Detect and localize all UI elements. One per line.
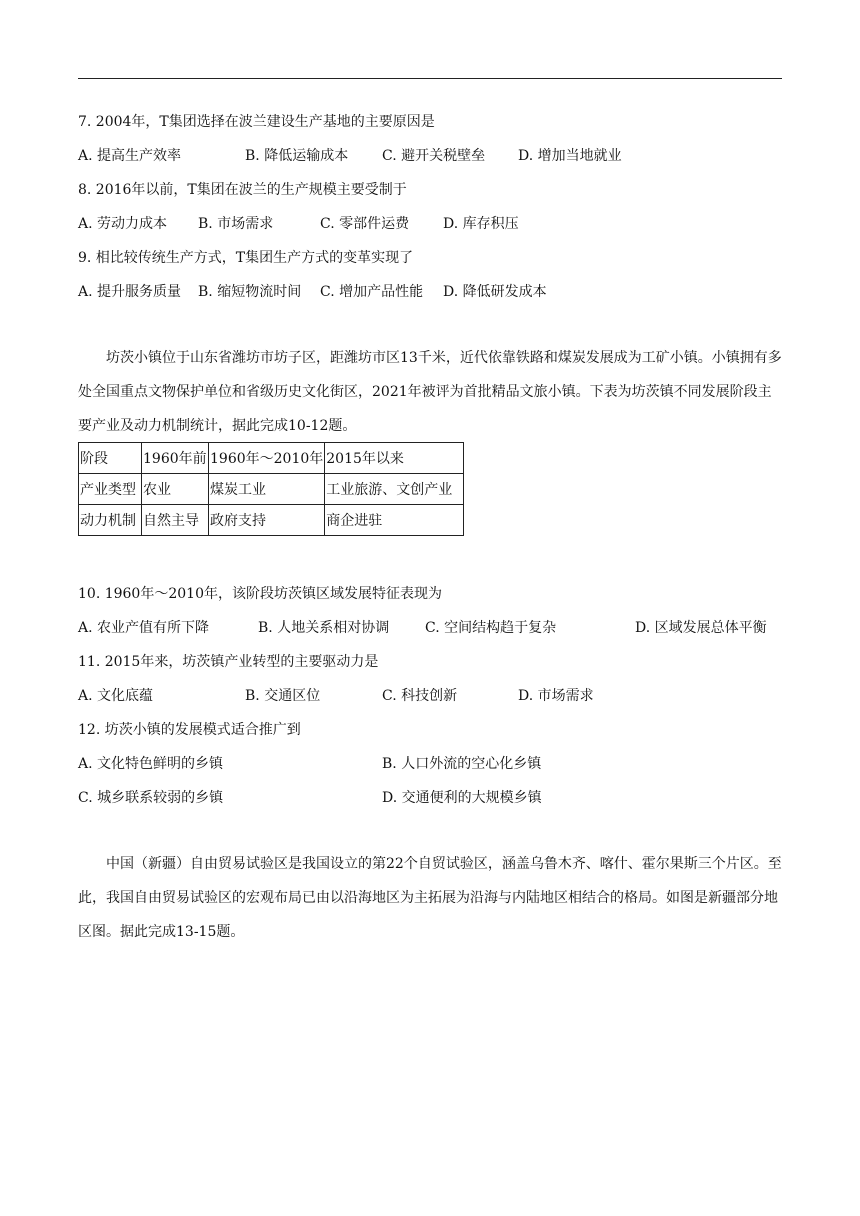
table-cell: 动力机制	[79, 505, 142, 536]
question-11-option-c: C. 科技创新	[382, 688, 458, 704]
table-cell: 商企进驻	[325, 505, 464, 536]
table-cell: 农业	[142, 474, 209, 505]
question-8-option-c: C. 零部件运费	[320, 216, 410, 232]
passage-xinjiang-text: 中国（新疆）自由贸易试验区是我国设立的第22个自贸试验区，涵盖乌鲁木齐、喀什、霍尔果斯三个片区。至此，我国自由贸易试验区的宏观布局已由以沿海地区为主拓展为沿海与内陆地区相结合的格局。如图是新疆部分地区图。据此完成13-15题。	[78, 856, 782, 940]
question-8-option-b: B. 市场需求	[198, 216, 274, 232]
question-9-stem: 9. 相比较传统生产方式，T集团生产方式的变革实现了	[78, 250, 414, 266]
question-7-stem: 7. 2004年，T集团选择在波兰建设生产基地的主要原因是	[78, 114, 435, 130]
header-rule	[78, 78, 782, 79]
question-9-option-a: A. 提升服务质量	[78, 284, 182, 300]
question-9-option-b: B. 缩短物流时间	[198, 284, 302, 300]
development-stage-table	[78, 442, 464, 536]
table-row	[79, 505, 464, 536]
question-11-stem: 11. 2015年来，坊茨镇产业转型的主要驱动力是	[78, 654, 379, 670]
question-12-option-a: A. 文化特色鲜明的乡镇	[78, 756, 224, 772]
question-8-option-d: D. 库存积压	[443, 216, 519, 232]
table-header-cell: 1960年前	[142, 443, 209, 474]
question-10-option-d: D. 区域发展总体平衡	[635, 620, 767, 636]
question-12-option-d: D. 交通便利的大规模乡镇	[382, 790, 542, 806]
question-11-option-d: D. 市场需求	[518, 688, 594, 704]
question-9-option-c: C. 增加产品性能	[320, 284, 424, 300]
question-12-option-b: B. 人口外流的空心化乡镇	[382, 756, 542, 772]
question-10-option-a: A. 农业产值有所下降	[78, 620, 210, 636]
question-11-option-b: B. 交通区位	[245, 688, 321, 704]
table-header-cell: 阶段	[79, 443, 142, 474]
question-7-option-a: A. 提高生产效率	[78, 148, 182, 164]
question-10-stem: 10. 1960年～2010年，该阶段坊茨镇区域发展特征表现为	[78, 586, 442, 602]
question-7-option-c: C. 避开关税壁垒	[382, 148, 486, 164]
question-7-option-b: B. 降低运输成本	[245, 148, 349, 164]
table-cell: 政府支持	[209, 505, 325, 536]
question-12-option-c: C. 城乡联系较弱的乡镇	[78, 790, 224, 806]
question-9-option-d: D. 降低研发成本	[443, 284, 547, 300]
passage-fangzi-town	[78, 341, 782, 443]
passage-xinjiang-ftz	[78, 847, 782, 949]
table-cell: 工业旅游、文创产业	[325, 474, 464, 505]
table-cell: 自然主导	[142, 505, 209, 536]
table-row	[79, 474, 464, 505]
table-header-cell: 1960年～2010年	[209, 443, 325, 474]
question-8-stem: 8. 2016年以前，T集团在波兰的生产规模主要受制于	[78, 182, 407, 198]
table-header-row	[79, 443, 464, 474]
passage-fangzi-text: 坊茨小镇位于山东省潍坊市坊子区，距潍坊市区13千米，近代依靠铁路和煤炭发展成为工矿小镇。小镇拥有多处全国重点文物保护单位和省级历史文化街区，2021年被评为首批精品文旅小镇。下表为坊茨镇不同发展阶段主要产业及动力机制统计，据此完成10-12题。	[78, 350, 782, 434]
question-10-option-c: C. 空间结构趋于复杂	[425, 620, 557, 636]
question-12-stem: 12. 坊茨小镇的发展模式适合推广到	[78, 722, 301, 738]
question-10-option-b: B. 人地关系相对协调	[258, 620, 390, 636]
question-8-option-a: A. 劳动力成本	[78, 216, 168, 232]
question-11-option-a: A. 文化底蕴	[78, 688, 154, 704]
question-7-option-d: D. 增加当地就业	[518, 148, 622, 164]
table-header-cell: 2015年以来	[325, 443, 464, 474]
table-cell: 产业类型	[79, 474, 142, 505]
table-cell: 煤炭工业	[209, 474, 325, 505]
